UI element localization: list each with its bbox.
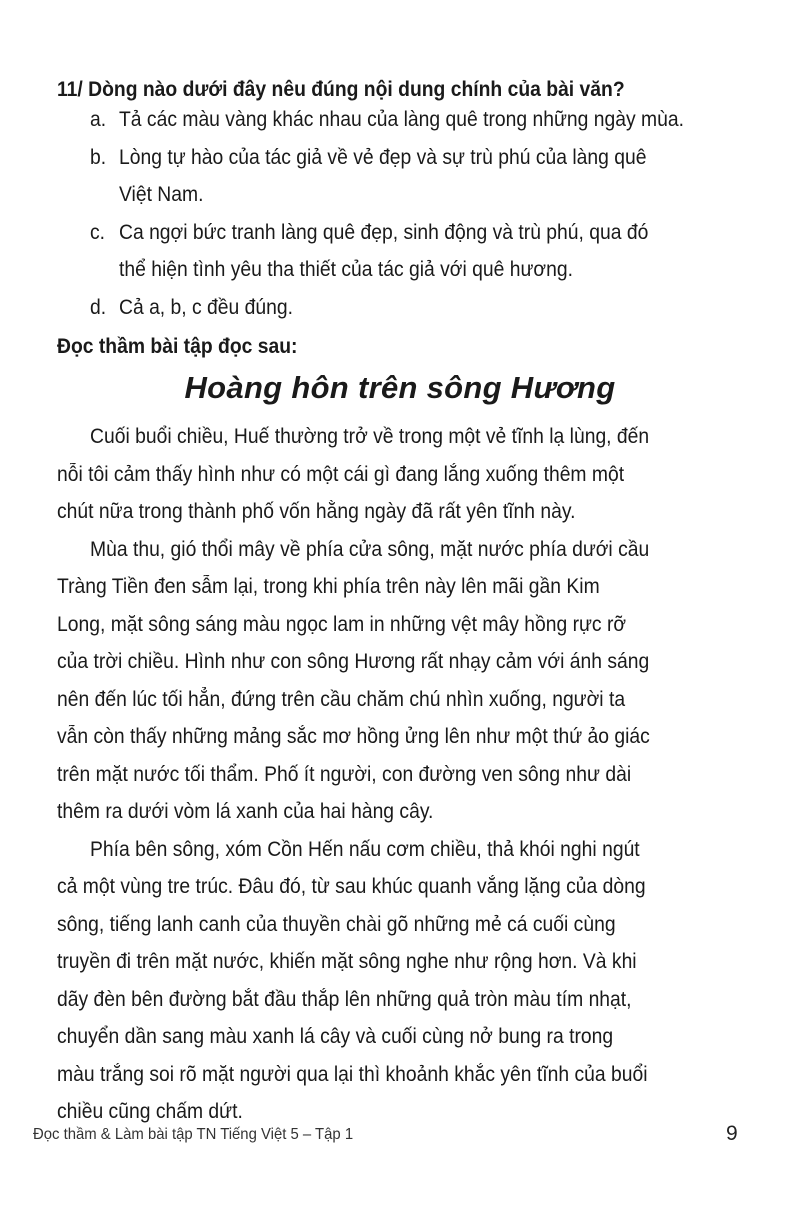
- option-text: thể hiện tình yêu tha thiết của tác giả với quê hương.: [119, 258, 573, 281]
- option-text: Ca ngợi bức tranh làng quê đẹp, sinh động và trù phú, qua đó: [119, 220, 649, 244]
- paragraph-line: thêm ra dưới vòm lá xanh của hai hàng cây.: [57, 800, 434, 823]
- option-label: d.: [90, 295, 107, 319]
- paragraph-line: chiều cũng chấm dứt.: [57, 1100, 243, 1123]
- option-label: a.: [90, 108, 107, 131]
- paragraph-line: Long, mặt sông sáng màu ngọc lam in những vệt mây hồng rực rỡ: [57, 612, 627, 636]
- paragraph-line: trên mặt nước tối thẩm. Phố ít người, con đường ven sông như dài: [57, 762, 632, 786]
- page-number: 9: [726, 1122, 738, 1145]
- paragraph-line: chuyển dần sang màu xanh lá cây và cuối cùng nở bung ra trong: [57, 1025, 614, 1048]
- option-label: b.: [90, 145, 107, 169]
- paragraph-line: cả một vùng tre trúc. Đâu đó, từ sau khúc quanh vắng lặng của dòng: [57, 875, 646, 898]
- option-text: Lòng tự hào của tác giả về vẻ đẹp và sự trù phú của làng quê: [119, 145, 647, 169]
- paragraph-line: Mùa thu, gió thổi mây về phía cửa sông, mặt nước phía dưới cầu: [90, 537, 650, 561]
- paragraph-line: sông, tiếng lanh canh của thuyền chài gõ những mẻ cá cuối cùng: [57, 912, 616, 936]
- option-text: Cả a, b, c đều đúng.: [119, 295, 294, 319]
- paragraph-line: chút nữa trong thành phố vốn hằng ngày đã rất yên tĩnh này.: [57, 500, 576, 523]
- option-text: Tả các màu vàng khác nhau của làng quê trong những ngày mùa.: [119, 108, 685, 131]
- paragraph-line: nỗi tôi cảm thấy hình như có một cái gì đang lắng xuống thêm một: [57, 462, 625, 486]
- paragraph-line: của trời chiều. Hình như con sông Hương rất nhạy cảm với ánh sáng: [57, 650, 650, 673]
- paragraph-line: truyền đi trên mặt nước, khiến mặt sông nghe như rộng hơn. Và khi: [57, 950, 637, 973]
- option-label: c.: [90, 220, 106, 244]
- paragraph-line: Cuối buổi chiều, Huế thường trở về trong một vẻ tĩnh lạ lùng, đến: [90, 425, 650, 448]
- paragraph-line: màu trắng soi rõ mặt người qua lại thì khoảnh khắc yên tĩnh của buổi: [57, 1062, 648, 1086]
- paragraph-line: Tràng Tiền đen sẫm lại, trong khi phía trên này lên mãi gần Kim: [57, 575, 600, 598]
- paragraph-line: dãy đèn bên đường bắt đầu thắp lên những quả tròn màu tím nhạt,: [57, 987, 632, 1011]
- paragraph-line: nên đến lúc tối hẳn, đứng trên cầu chăm chú nhìn xuống, người ta: [57, 687, 626, 711]
- option-text: Việt Nam.: [119, 183, 204, 206]
- question-text: 11/ Dòng nào dưới đây nêu đúng nội dung chính của bài văn?: [57, 78, 625, 101]
- paragraph-line: Phía bên sông, xóm Cồn Hến nấu cơm chiều, thả khói nghi ngút: [90, 837, 640, 861]
- footer-book-title: Đọc thầm & Làm bài tập TN Tiếng Việt 5 – Tập 1: [33, 1126, 354, 1143]
- reading-title: Hoàng hôn trên sông Hương: [184, 370, 616, 405]
- paragraph-line: vẫn còn thấy những mảng sắc mơ hồng ửng lên như một thứ ảo giác: [57, 725, 650, 748]
- reading-instruction: Đọc thầm bài tập đọc sau:: [57, 335, 298, 358]
